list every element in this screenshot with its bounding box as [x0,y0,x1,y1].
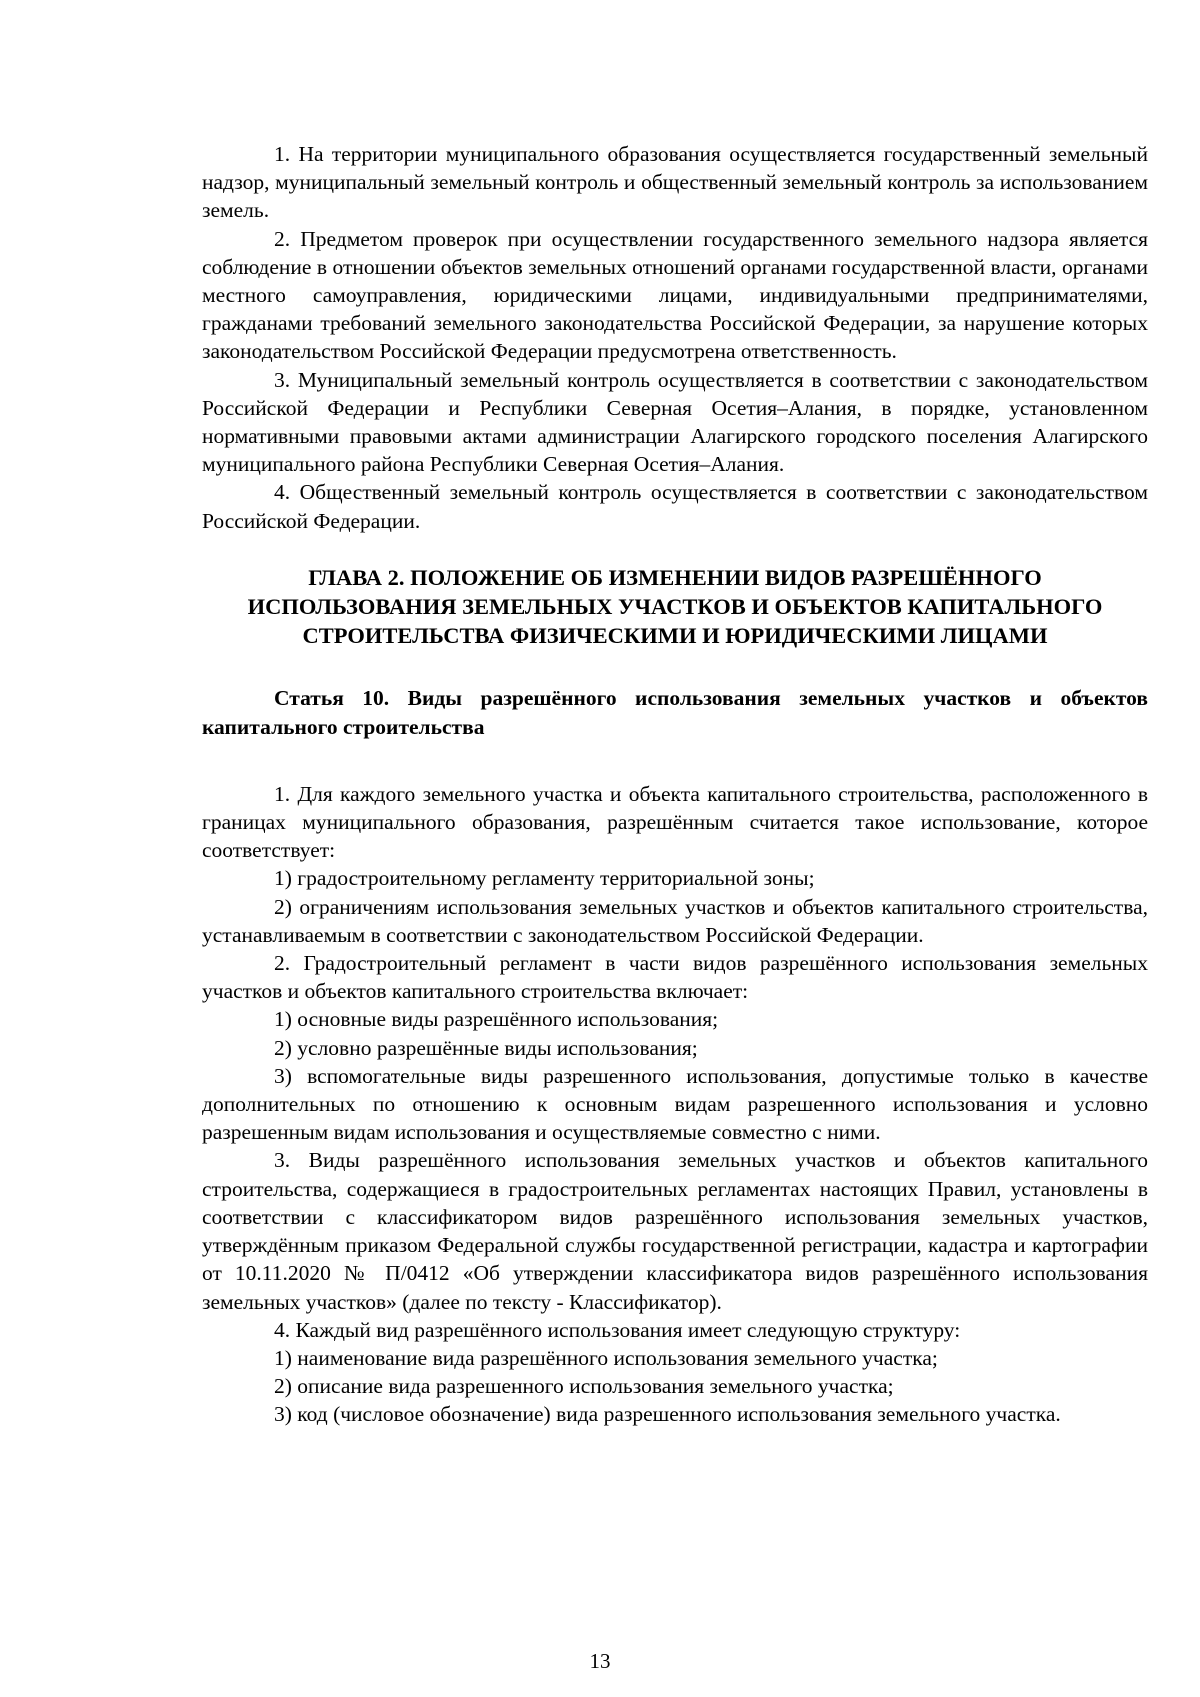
list-item: 1) основные виды разрешённого использования; [274,1007,719,1032]
list-item: 3) код (числовое обозначение) вида разрешенного использования земельного участка. [274,1402,1061,1427]
article-title: Статья 10. Виды разрешённого использования земельных участков и объектов капитального строительства [202,685,1148,739]
list-item: 3) вспомогательные виды разрешенного использования, допустимые только в качестве дополнительных по отношению к основным видам разрешенного использования и условно разрешенным видам использования и осуществляемые совместно с ними. [202,1063,1148,1145]
list-item: 1) градостроительному регламенту территориальной зоны; [274,866,815,891]
page-number: 13 [589,1649,611,1673]
spacer [202,742,1148,780]
list-item: 2) ограничениям использования земельных участков и объектов капитального строительства, устанавливаемым в соответствии с законодательством Российской Федерации. [202,894,1148,947]
list-item: 2) условно разрешённые виды использования; [274,1035,698,1060]
paragraph: 1. Для каждого земельного участка и объекта капитального строительства, расположенного в границах муниципального образования, разрешённым считается такое использование, которое соответствует: [202,781,1148,863]
list-item: 2) описание вида разрешенного использования земельного участка; [274,1374,894,1399]
paragraph: 4. Общественный земельный контроль осуществляется в соответствии с законодательством Российской Федерации. [202,480,1148,533]
paragraph: 2. Градостроительный регламент в части видов разрешённого использования земельных участков и объектов капитального строительства включает: [202,951,1148,1004]
chapter-title: ГЛАВА 2. ПОЛОЖЕНИЕ ОБ ИЗМЕНЕНИИ ВИДОВ РАЗРЕШЁННОГО ИСПОЛЬЗОВАНИЯ ЗЕМЕЛЬНЫХ УЧАСТКОВ И ОБЪЕКТОВ КАПИТАЛЬНОГО СТРОИТЕЛЬСТВА ФИЗИЧЕСКИМИ И ЮРИДИЧЕСКИМИ ЛИЦАМИ [247,564,1103,648]
paragraph: 3. Муниципальный земельный контроль осуществляется в соответствии с законодательством Российской Федерации и Республики Северная Осетия–Алания, в порядке, установленном нормативными правовыми актами администрации Алагирского городского поселения Алагирского муниципального района Республики Северная Осетия–Алания. [202,367,1148,477]
paragraph: 2. Предметом проверок при осуществлении государственного земельного надзора является соблюдение в отношении объектов земельных отношений органами государственной власти, органами местного самоуправления, юридическими лицами, индивидуальными предпринимателями, гражданами требований земельного законодательства Российской Федерации, за нарушение которых законодательством Российской Федерации предусмотрена ответственность. [202,226,1148,364]
list-item: 1) наименование вида разрешённого использования земельного участка; [274,1345,938,1370]
page-content [202,140,1148,1429]
paragraph: 4. Каждый вид разрешённого использования имеет следующую структуру: [274,1317,961,1342]
paragraph: 1. На территории муниципального образования осуществляется государственный земельный надзор, муниципальный земельный контроль и общественный земельный контроль за использованием земель. [202,142,1148,223]
paragraph: 3. Виды разрешённого использования земельных участков и объектов капитального строительства, содержащиеся в градостроительных регламентах настоящих Правил, установлены в соответствии с классификатором видов разрешённого использования земельных участков, утверждённым приказом Федеральной службы государственной регистрации, кадастра и картографии от 10.11.2020 № П/0412 «Об утверждении классификатора видов разрешённого использования земельных участков» (далее по тексту - Классификатор). [202,1148,1148,1314]
